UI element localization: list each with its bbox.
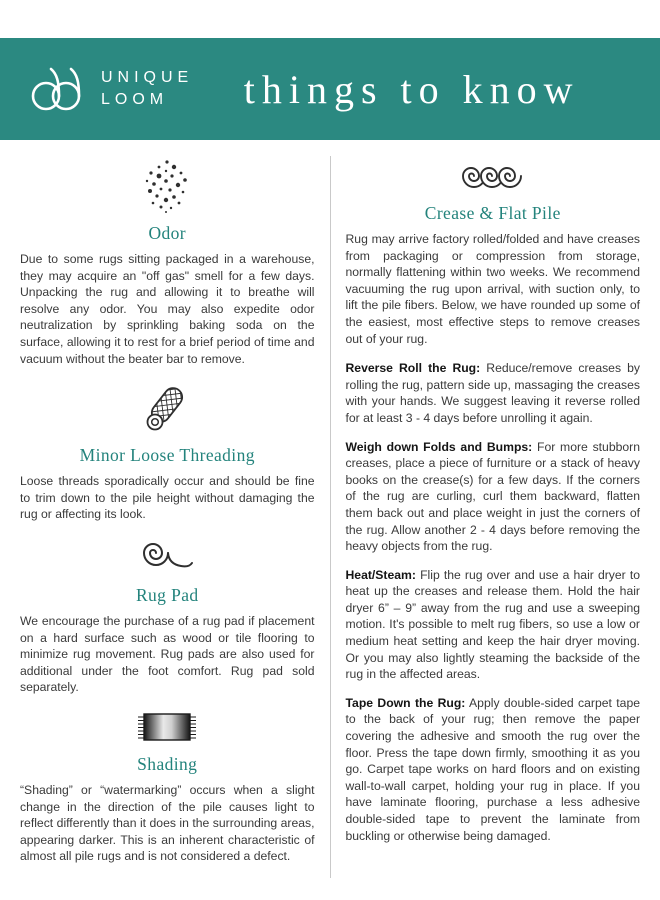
- section-odor: [20, 158, 315, 367]
- creased-rolls-icon: [458, 158, 528, 194]
- page-title: things to know: [243, 66, 580, 112]
- step-tape-down-lead: Tape Down the Rug:: [345, 695, 466, 710]
- section-title-crease: Crease & Flat Pile: [424, 203, 561, 223]
- section-threading: [20, 380, 315, 523]
- step-weigh-down-lead: Weigh down Folds and Bumps:: [345, 439, 533, 454]
- brand-block: [26, 65, 193, 113]
- step-tape-down-text: Apply double-sided carpet tape to the back of your rug; then remove the paper covering the adhesive and smooth the rug over the floor. Press the tape down firmly, smoothing it as you go. Carpet tape works on hard floors and on existing wall-to-wall carpet, holding your rug in place. If you have laminate flooring, purchase a less adhesive double-sided tape to prevent the laminate from buckling or otherwise being damaged.: [345, 695, 641, 843]
- step-reverse-roll-text: Reduce/remove creases by rolling the rug, pattern side up, massaging the creases with your hands. We suggest leaving it reverse rolled for at least 3 - 4 days before unrolling it again.: [345, 361, 640, 425]
- section-body-rug-pad: We encourage the purchase of a rug pad if placement on a hard surface such as wood or tile flooring to minimize rug movement. Rug pads are also used for additional under the foot comfort. Rug pad sold separately.: [20, 613, 315, 695]
- section-crease: [346, 158, 641, 844]
- section-body-threading: Loose threads sporadically occur and should be fine to trim down to the pile height without damaging the rug or affecting its look.: [20, 474, 315, 522]
- section-title-odor: Odor: [148, 223, 187, 243]
- step-reverse-roll-lead: Reverse Roll the Rug:: [345, 361, 481, 376]
- section-body-crease-intro: Rug may arrive factory rolled/folded and have creases from packaging or compression from storage, normally flattening within two weeks. We recommend vacuuming the rug upon arrival, with suction only, to lift the pile fibers. Below, we have rounded up some of the easiest, most effective steps to remove creases out of your rug.: [345, 232, 640, 346]
- step-heat-steam-text: Flip the rug over and use a hair dryer to heat up the creases and release them. Hold the hair dryer 6” – 9” away from the rug and use a sweeping motion. It's possible to melt rug fibers, so use a low or medium heat setting and keep the hair dryer moving. Or you may also lightly steaming the backside of the rug in the affected areas.: [345, 567, 640, 682]
- unique-loom-logo: [26, 65, 88, 113]
- odor-particles-icon: [141, 158, 193, 214]
- section-shading: [20, 709, 315, 865]
- shaded-rug-icon: [134, 709, 200, 745]
- step-weigh-down-text: For more stubborn creases, place a piece of furniture or a stack of heavy books on the crease(s) for a few days. If the corners of the rug are curling, curl them backward, flatten them back out and place weight in just the corners of the rug. Allow another 2 - 4 days before removing the heavy objects from the rug.: [345, 439, 640, 554]
- brand-line-2: LOOM: [101, 91, 169, 108]
- section-rug-pad: [20, 536, 315, 696]
- section-title-threading: Minor Loose Threading: [79, 445, 255, 466]
- section-title-rug-pad: Rug Pad: [135, 584, 199, 605]
- rug-pad-roll-icon: [138, 536, 196, 576]
- step-weigh-down: [346, 439, 641, 555]
- brand-name: [101, 67, 193, 112]
- step-reverse-roll: [346, 360, 641, 426]
- rolled-rug-icon: [138, 380, 196, 436]
- left-column: [20, 156, 331, 878]
- right-column: [331, 156, 641, 878]
- header-banner: [0, 38, 660, 140]
- step-heat-steam-lead: Heat/Steam:: [345, 567, 416, 582]
- section-title-shading: Shading: [137, 753, 198, 774]
- brand-line-1: UNIQUE: [101, 68, 194, 86]
- content-columns: [0, 140, 660, 878]
- step-tape-down: [346, 695, 641, 844]
- section-body-odor: Due to some rugs sitting packaged in a warehouse, they may acquire an "off gas" smell for a few days. Unpacking the rug and allowing it to breathe will resolve any odor. You may also expedite odor neutralization by sprinkling baking soda on the surface, allowing it to rest for a brief period of time and vacuum without the beater bar to remove.: [20, 252, 315, 366]
- section-body-shading: “Shading” or “watermarking” occurs when a slight change in the direction of the pile causes light to reflect differently than it does in the surrounding areas, appearing darker. This is an inherent characteristic of almost all pile rugs and is not considered a defect.: [20, 782, 315, 864]
- step-heat-steam: [346, 567, 641, 683]
